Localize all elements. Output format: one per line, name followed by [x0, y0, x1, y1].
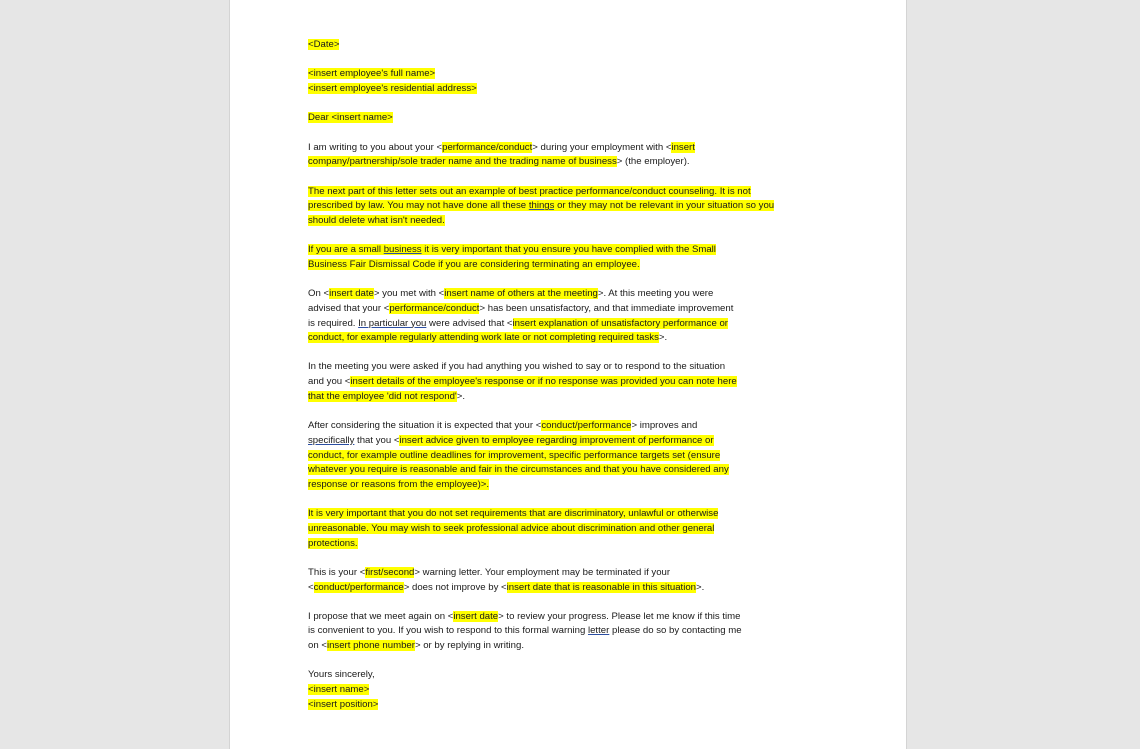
text-run: were advised that < — [426, 317, 513, 329]
guidance-text[interactable]: prescribed by law. You may not have done all these — [308, 200, 529, 212]
placeholder[interactable]: conduct/performance — [541, 420, 632, 432]
guidance-text[interactable]: protections. — [308, 537, 358, 549]
guidance-text[interactable]: it is very important that you ensure you have complied with the Small — [421, 244, 716, 256]
salutation-line — [308, 111, 828, 126]
guidance-text[interactable]: unreasonable. You may wish to seek professional advice about discrimination and other general — [308, 522, 715, 534]
placeholder[interactable]: conduct, for example outline deadlines for improvement, specific performance targets set (ensure — [308, 449, 721, 461]
closing-line — [308, 668, 828, 683]
placeholder[interactable]: insert phone number — [326, 640, 415, 652]
placeholder[interactable]: conduct/performance — [313, 581, 404, 593]
paragraph-3-line-1 — [308, 243, 828, 258]
text-run: I am writing to you about your < — [308, 141, 443, 153]
placeholder[interactable]: first/second — [365, 566, 415, 578]
text-run: This is your < — [308, 566, 366, 578]
text-run: In the meeting you were asked if you had anything you wished to say or to respond to the situation — [308, 361, 726, 373]
text-run: > you met with < — [373, 288, 445, 300]
employee-name-line — [308, 67, 828, 82]
text-run: >. — [480, 478, 490, 490]
placeholder[interactable]: insert explanation of unsatisfactory performance or — [512, 317, 728, 329]
guidance-text[interactable]: should delete what isn't needed. — [308, 214, 445, 226]
placeholder[interactable]: insert date — [453, 610, 499, 622]
text-run: on < — [308, 640, 327, 652]
paragraph-4-line-3 — [308, 317, 828, 332]
paragraph-9-line-1 — [308, 610, 828, 625]
placeholder[interactable]: that the employee 'did not respond' — [308, 390, 457, 402]
signature-position-placeholder[interactable]: <insert position> — [308, 698, 379, 710]
guidance-text[interactable]: or they may not be relevant in your situation so you — [554, 200, 775, 212]
text-run: and you < — [308, 376, 351, 388]
paragraph-3-line-2 — [308, 258, 828, 273]
placeholder[interactable]: performance/conduct — [442, 141, 533, 153]
placeholder[interactable]: insert name of others at the meeting — [444, 288, 598, 300]
paragraph-6-line-4 — [308, 463, 828, 478]
text-run: After considering the situation it is expected that your < — [308, 420, 542, 432]
text-run: is convenient to you. If you wish to respond to this formal warning — [308, 625, 588, 637]
paragraph-2-line-3 — [308, 214, 828, 229]
paragraph-7-line-1 — [308, 507, 828, 522]
guidance-text[interactable]: If you are a small — [308, 244, 384, 256]
paragraph-4-line-1 — [308, 287, 828, 302]
paragraph-1-line-1 — [308, 141, 828, 156]
placeholder[interactable]: whatever you require is reasonable and fair in the circumstances and that you have considered any — [308, 464, 729, 476]
text-run: > does not improve by < — [403, 581, 507, 593]
date-placeholder[interactable]: <Date> — [308, 39, 340, 50]
guidance-text[interactable]: The next part of this letter sets out an example of best practice performance/conduct counseling. It is not — [308, 185, 751, 197]
text-run: advised that your < — [308, 302, 390, 314]
signature-position-line — [308, 698, 828, 713]
guidance-text[interactable]: It is very important that you do not set requirements that are discriminatory, unlawful or otherwise — [308, 508, 719, 520]
paragraph-9-line-3 — [308, 639, 828, 654]
text-run: >. — [658, 332, 668, 344]
paragraph-1-line-2 — [308, 155, 828, 170]
text-run: >. At this meeting you were — [597, 288, 714, 300]
text-run: > during your employment with < — [532, 141, 672, 153]
paragraph-7-line-2 — [308, 522, 828, 537]
placeholder[interactable]: performance/conduct — [389, 302, 480, 314]
paragraph-6-line-5 — [308, 478, 828, 493]
employee-address-line — [308, 82, 828, 97]
signature-name-placeholder[interactable]: <insert name> — [308, 684, 370, 696]
salutation[interactable]: Dear <insert name> — [308, 112, 393, 124]
paragraph-6-line-3 — [308, 449, 828, 464]
text-run: < — [308, 581, 314, 593]
paragraph-7-line-3 — [308, 537, 828, 552]
grammar-underline-phrase[interactable]: In particular you — [358, 317, 427, 329]
text-run: I propose that we meet again on < — [308, 610, 454, 622]
paragraph-8-line-1 — [308, 566, 828, 581]
text-run: please do so by contacting me — [609, 625, 742, 637]
paragraph-2-line-1 — [308, 185, 828, 200]
text-run: > or by replying in writing. — [414, 640, 524, 652]
text-run: is required. — [308, 317, 359, 329]
paragraph-2-line-2 — [308, 199, 828, 214]
text-run: > to review your progress. Please let me know if this time — [498, 610, 741, 622]
text-run: On < — [308, 288, 330, 300]
spellcheck-underline-word[interactable]: things — [528, 200, 555, 212]
placeholder[interactable]: conduct, for example regularly attending work late or not completing required tasks — [308, 332, 659, 344]
paragraph-5-line-2 — [308, 375, 828, 390]
paragraph-5-line-3 — [308, 390, 828, 405]
paragraph-6-line-1 — [308, 419, 828, 434]
placeholder[interactable]: insert advice given to employee regarding improvement of performance or — [399, 434, 714, 446]
document-page — [229, 0, 907, 749]
paragraph-4-line-4 — [308, 331, 828, 346]
text-run: > has been unsatisfactory, and that immediate improvement — [479, 302, 734, 314]
closing: Yours sincerely, — [308, 669, 375, 681]
letter-body — [308, 38, 828, 713]
text-run: > improves and — [631, 420, 698, 432]
placeholder[interactable]: insert date — [329, 288, 374, 300]
paragraph-9-line-2 — [308, 624, 828, 639]
paragraph-6-line-2 — [308, 434, 828, 449]
text-run: > (the employer). — [616, 156, 690, 168]
spellcheck-underline-word[interactable]: letter — [587, 625, 610, 637]
guidance-text[interactable]: Business Fair Dismissal Code if you are considering terminating an employee. — [308, 258, 640, 270]
placeholder[interactable]: insert — [671, 141, 695, 153]
placeholder[interactable]: company/partnership/sole trader name and the trading name of business — [308, 156, 617, 168]
text-run: >. — [696, 581, 705, 593]
spellcheck-underline-word[interactable]: business — [383, 244, 422, 256]
paragraph-4-line-2 — [308, 302, 828, 317]
text-run: >. — [456, 390, 466, 402]
signature-name-line — [308, 683, 828, 698]
paragraph-5-line-1 — [308, 360, 828, 375]
employee-name-placeholder[interactable]: <insert employee's full name> — [308, 68, 436, 80]
date-line — [308, 38, 828, 53]
text-run: that you < — [354, 434, 400, 446]
placeholder[interactable]: response or reasons from the employee) — [308, 478, 481, 490]
placeholder[interactable]: insert details of the employee's response or if no response was provided you can note here — [350, 376, 737, 388]
paragraph-8-line-2 — [308, 581, 828, 596]
spellcheck-underline-word[interactable]: specifically — [308, 434, 355, 446]
placeholder[interactable]: insert date that is reasonable in this situation — [506, 581, 696, 593]
employee-address-placeholder[interactable]: <insert employee's residential address> — [308, 82, 477, 94]
text-run: > warning letter. Your employment may be terminated if your — [414, 566, 671, 578]
